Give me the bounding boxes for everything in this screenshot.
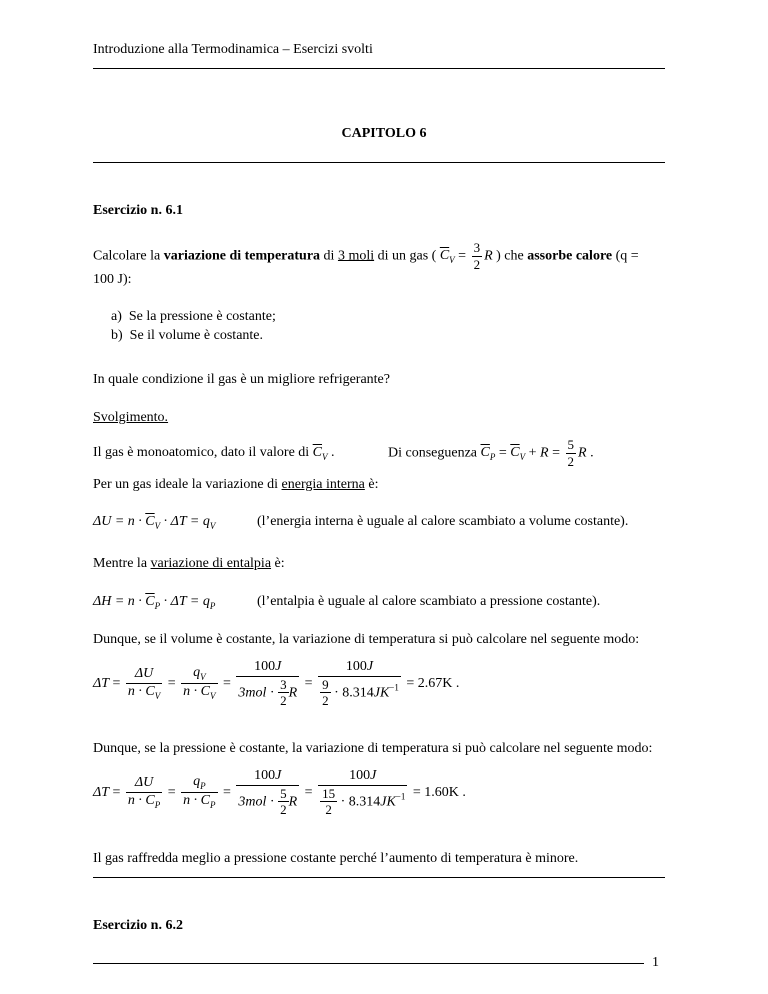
intro-bold-heat: assorbe calore xyxy=(527,248,613,264)
intro-line-2: 100 J): xyxy=(93,272,132,287)
question-text: In quale condizione il gas è un migliore refrigerante? xyxy=(93,372,390,387)
ideal-gas-text: Per un gas ideale la variazione di xyxy=(93,477,282,492)
ideal-gas-underline: energia interna xyxy=(281,477,365,492)
cv-formula: $\overline{C}_V$ = $\frac{3}{2}$ R xyxy=(439,240,493,272)
footer-rule xyxy=(93,963,644,964)
enthalpy-equation: $\Delta H = n \cdot \overline{C}_P \cdot \Delta T = q_P$ (l’entalpia è uguale al calore scambiato a pressione costante). xyxy=(93,594,601,611)
mono-line: Il gas è monoatomico, dato il valore di $\overline{C}_V$ . xyxy=(93,445,335,462)
chapter-rule xyxy=(93,162,665,163)
intro-text: ) che xyxy=(496,248,528,264)
pressure-calculation: ΔT = $\frac{\Delta U}{n \cdot \overline{C}_P}$ = $\frac{q_P}{n \cdot \overline{C}_P}$ = 100J 3mol · $\frac{5}{2}$ R = 100J $\frac{15}{2}$ · $8.314JK^{-1}$ = 1.60K . xyxy=(93,768,466,818)
exercise-title: Esercizio n. 6.1 xyxy=(93,203,183,218)
consequence-line: Di conseguenza $\overline{C}_P = \overline{C}_V + R$ = $\frac{5}{2}$ R . xyxy=(388,437,594,469)
list-item: a) Se la pressione è costante; xyxy=(111,309,276,324)
chapter-title: CAPITOLO 6 xyxy=(341,126,427,141)
enthalpy-note: (l’entalpia è uguale al calore scambiato a pressione costante). xyxy=(257,594,601,609)
question-list xyxy=(111,309,276,347)
intro-text: (q = xyxy=(612,248,639,264)
intro-line-1 xyxy=(93,241,639,271)
pressure-const-text: Dunque, se la pressione è costante, la variazione di temperatura si può calcolare nel seguente modo: xyxy=(93,741,653,756)
internal-energy-note: (l’energia interna è uguale al calore scambiato a volume costante). xyxy=(257,514,629,529)
exercise-title: Esercizio n. 6.2 xyxy=(93,918,183,933)
volume-const-text: Dunque, se il volume è costante, la variazione di temperatura si può calcolare nel seguente modo: xyxy=(93,632,640,647)
page-header: Introduzione alla Termodinamica – Esercizi svolti xyxy=(93,42,373,57)
enthalpy-underline: variazione di entalpia xyxy=(150,556,272,571)
volume-result: = 2.67K . xyxy=(406,676,460,692)
intro-bold-temp: variazione di temperatura xyxy=(163,248,321,264)
enthalpy-text: Mentre la xyxy=(93,556,151,571)
volume-calculation: ΔT = $\frac{\Delta U}{n \cdot \overline{C}_V}$ = $\frac{q_V}{n \cdot \overline{C}_V}$ = 100J 3mol · $\frac{3}{2}$ R = 100J $\frac{9}{2}$ · $8.314JK^{-1}$ = 2.67K . xyxy=(93,659,460,709)
solution-heading-text: Svolgimento. xyxy=(93,410,169,425)
exercise-rule xyxy=(93,877,665,878)
ideal-gas-line xyxy=(93,477,378,493)
enthalpy-text: è: xyxy=(271,556,285,571)
intro-text: di xyxy=(320,248,338,264)
header-rule xyxy=(93,68,665,69)
ideal-gas-text: è: xyxy=(364,477,379,492)
intro-text: Calcolare la xyxy=(93,248,164,264)
intro-text: di un gas ( xyxy=(374,248,437,264)
solution-heading xyxy=(93,410,168,426)
enthalpy-line xyxy=(93,556,285,572)
list-item: b) Se il volume è costante. xyxy=(111,328,264,343)
pressure-result: = 1.60K . xyxy=(412,785,466,801)
page-number: 1 xyxy=(652,955,659,970)
internal-energy-equation: $\Delta U = n \cdot \overline{C}_V \cdot \Delta T = q_V$ (l’energia interna è uguale al calore scambiato a volume costante). xyxy=(93,514,629,531)
consequence-text: Di conseguenza xyxy=(388,445,478,461)
mono-text: Il gas è monoatomico, dato il valore di xyxy=(93,445,310,460)
intro-moles: 3 moli xyxy=(337,248,375,264)
conclusion-text: Il gas raffredda meglio a pressione costante perché l’aumento di temperatura è minore. xyxy=(93,851,579,866)
